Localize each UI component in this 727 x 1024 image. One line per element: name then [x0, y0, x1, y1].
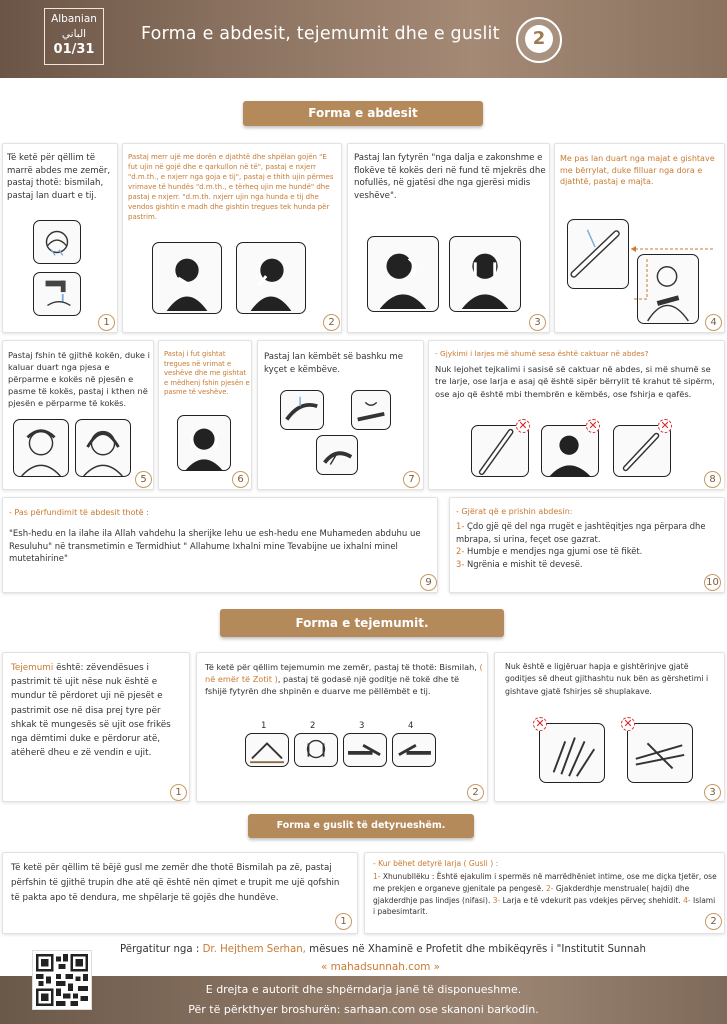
abdes-step-5-text: Pastaj fshin të gjithë kokën, duke i kaluar duart nga pjesa e përparme e kokës në pjesën e pasme të kokës, pastaj i kthen në pjesën e përparme të kokës.: [8, 350, 150, 408]
tejemum-card-2: [196, 652, 488, 802]
abdes-step-4-text: Me pas lan duart nga majat e gishtave me bërrylat, duke filluar nga dora e djathtë, pastaj e majta.: [560, 154, 715, 186]
washing-face-illustration: [367, 236, 439, 312]
interlaced-fingers-illustration: [627, 723, 693, 783]
abdes-step-3-text: Pastaj lan fytyrën "nga dalja e zakonshme e flokëve të kokës deri në fund të mjekrës dhe nofullës, në gjatësi dhe nga gjerësi midis veshëve".: [354, 153, 546, 201]
step-number-badge: 6: [232, 471, 249, 488]
abdes-step-9-text: "Esh-hedu en la ilahe ila Allah vahdehu la sherijke lehu ue esh-hedu ene Muhameden abduhu ue Resuluhu" në transmetimin e Termidhiut " Allahume Ixhalni mine Tevabijne ue ixhalni minel mutetahirine": [9, 529, 421, 565]
wiping-head-back-illustration: [75, 419, 131, 477]
forbidden-arm-illustration: [471, 425, 529, 477]
prepared-by-label: Përgatitur nga :: [120, 944, 200, 955]
washing-arm-illustration: [567, 219, 629, 289]
illus-number: 3: [359, 721, 365, 731]
page-title: Forma e abdesit, tejemumit dhe e guslit: [141, 24, 500, 44]
step-number-badge: 1: [170, 784, 187, 801]
forbidden-neck-illustration: [541, 425, 599, 477]
forbidden-x-icon: ✕: [533, 717, 547, 731]
washing-foot-illustration: [280, 390, 324, 430]
item-text: Ngrënia e mishit të devesë.: [467, 558, 583, 569]
illus-number: 4: [408, 721, 414, 731]
invalidators-list: [456, 520, 721, 570]
step-number-badge: 1: [335, 913, 352, 930]
abdes-step-9-card: [2, 497, 438, 593]
rinsing-nose-illustration: [236, 242, 306, 314]
forbidden-x-icon: ✕: [586, 419, 600, 433]
prepared-by-line: [120, 944, 720, 955]
forbidden-leg-illustration: [613, 425, 671, 477]
abdes-step-2-card: [122, 143, 342, 333]
rinsing-mouth-illustration: [152, 242, 222, 314]
tejemum-text-b: , pastaj të godasë një goditje në tokë dhe të fshijë fytyrën dhe shpinën e duarve me pëllëmbët e tij.: [205, 674, 460, 696]
invalidator-item: [456, 545, 721, 558]
step-number-badge: 9: [420, 574, 437, 591]
step-number-badge: 1: [98, 314, 115, 331]
washing-toes-illustration: [316, 435, 358, 475]
website-link[interactable]: « mahadsunnah.com »: [321, 961, 440, 973]
invalidator-item: [456, 558, 721, 571]
wiping-face-tejemum-illustration: [294, 733, 338, 767]
tejemum-definition: [11, 661, 187, 760]
wiping-ears-illustration: [177, 415, 231, 471]
section-heading-abdes: Forma e abdesit: [243, 101, 483, 126]
page-number: 2: [525, 25, 553, 53]
step-number-badge: 3: [529, 314, 546, 331]
tejemum-steps-text: [205, 661, 483, 697]
step-number-badge: 4: [705, 314, 722, 331]
step-number-badge: 7: [403, 471, 420, 488]
faucet-illustration: [33, 272, 81, 316]
item-number: 2-: [456, 546, 465, 557]
point-text: Xhunubllëku : Është ejakulim i spermës në marrëdhëniet intime, ose me diçka tjetër, ose me prekjen e organeve gjenitale pa pengesë.: [373, 872, 717, 893]
gusl-when-title: - Kur bëhet detyrë larja ( Gusli ) :: [373, 859, 499, 868]
gusl-card-2: [364, 852, 725, 934]
wiping-right-hand-illustration: [343, 733, 387, 767]
abdes-step-1-card: [2, 143, 118, 333]
abdes-step-7-card: [257, 340, 424, 490]
item-number: 3-: [456, 558, 465, 569]
abdes-step-8-card: [428, 340, 725, 490]
point-number: 2-: [545, 883, 554, 893]
abdes-step-10-card: [449, 497, 725, 593]
abdes-step-6-card: [158, 340, 252, 490]
tejemum-term: Tejemumi: [11, 663, 54, 673]
abdes-step-6-text: Pastaj i fut gishtat tregues në vrimat e veshëve dhe me gishtat e mëdhenj fshin pjesën e pasme të veshëve.: [164, 350, 250, 397]
abdes-step-8-text: Nuk lejohet tejkalimi i sasisë së caktuar në abdes, si më shumë se tre larje, ose larja e asaj që është sipër bërrylit të krahut të sipërm, ose ajo që është mbi thembrën e këmbës, ose fshirja e qafës.: [435, 364, 715, 399]
copyright-line: E drejta e autorit dhe shpërndarja janë të disponueshme.: [205, 983, 522, 996]
abdes-step-10-title: - Gjërat që e prishin abdesin:: [456, 507, 573, 516]
item-number: 1-: [456, 521, 465, 531]
step-number-badge: 2: [467, 784, 484, 801]
point-text: Islami i pabesimtarit.: [373, 895, 716, 917]
point-number: 1-: [373, 872, 381, 881]
illus-number: 2: [310, 721, 316, 731]
gusl-card-1: [2, 852, 358, 934]
step-number-badge: 2: [705, 913, 722, 930]
tejemum-warning-text: Nuk është e ligjëruar hapja e gishtërinjve gjatë goditjes së dheut gjithashtu nuk bën as gërshetimi i gishtave gjatë fshirjes së shuplakave.: [505, 662, 709, 696]
invalidator-item: [456, 520, 721, 545]
author-description: mësues në Xhaminë e Profetit dhe mbikëqyrës i "Institutit Sunnah: [309, 944, 646, 955]
tejemum-card-3: [494, 652, 725, 802]
washing-ankle-illustration: [351, 390, 391, 430]
abdes-step-8-title: - Gjykimi i larjes më shumë sesa është caktuar në abdes?: [435, 349, 649, 358]
abdes-step-4-card: [554, 143, 725, 333]
abdes-step-9-title: - Pas përfundimit të abdesit thotë :: [9, 508, 149, 517]
abdes-step-2-text: Pastaj merr ujë me dorën e djathtë dhe shpëlan gojën "E fut ujin në gojë dhe e qarkullon në të", pastaj e nxjerr "d.m.th., e nxjerr nga goja e tij", pastaj e thith ujin përmes vrimave të hundës "d.m.th., e tërheq ujin me hundë" dhe pastaj e nxjerr. "d.m.th. nxjerr ujin nga hunda e tij dhe vendos gishtin e madh dhe gishtin tregues tek hunda për pastrim.: [128, 153, 334, 221]
language-badge: [44, 8, 104, 65]
page-number-badge: [516, 17, 562, 63]
section-heading-tejemum: Forma e tejemumit.: [220, 609, 504, 637]
item-text: Humbje e mendjes nga gjumi ose të fikët.: [467, 546, 643, 557]
point-number: 4-: [683, 895, 691, 905]
hand-washing-illustration: [33, 220, 81, 264]
step-number-badge: 5: [135, 471, 152, 488]
tejemum-text-a: Të ketë për qëllim tejemumin me zemër, pastaj të thotë: Bismilah,: [205, 662, 477, 672]
forbidden-x-icon: ✕: [516, 419, 530, 433]
qr-code-icon[interactable]: [33, 951, 91, 1009]
abdes-step-3-card: [347, 143, 550, 333]
direction-arrows: [625, 239, 715, 309]
tejemum-paren: ( në emër të Zotit ): [205, 662, 483, 684]
abdes-step-1-text: Të ketë për qëllim të marrë abdes me zemër, pastaj thotë: bismilah, pastaj lan duart e tij.: [7, 153, 111, 201]
abdes-step-5-card: [2, 340, 154, 490]
gusl-method-text: Të ketë për qëllim të bëjë gusl me zemër dhe thotë Bismilah pa zë, pastaj përfshin të gjithë trupin dhe atë që është nën qimet e trupit me ujë qofshin të pakta apo të dendura, me shpëlarje të gojës dhe hundëve.: [11, 863, 340, 903]
badge-language: Albanian: [51, 13, 97, 25]
footer-banner: [0, 976, 727, 1024]
forbidden-x-icon: ✕: [621, 717, 635, 731]
abdes-step-7-text: Pastaj lan këmbët së bashku me kyçet e këmbëve.: [264, 352, 403, 375]
header-banner: [0, 0, 727, 78]
step-number-badge: 10: [704, 574, 721, 591]
striking-earth-illustration: [245, 733, 289, 767]
wiping-head-illustration: [13, 419, 69, 477]
wiping-left-hand-illustration: [392, 733, 436, 767]
translate-line: Për të përkthyer broshurën: sarhaan.com ose skanoni barkodin.: [188, 1003, 539, 1016]
point-number: 3-: [492, 895, 501, 905]
step-number-badge: 3: [704, 784, 721, 801]
illus-number: 1: [261, 721, 267, 731]
item-text: Çdo gjë që del nga rrugët e jashtëqitjes nga përpara dhe mbrapa, si urina, feçet ose gazrat.: [456, 521, 706, 544]
point-text: Larja e të vdekurit pas vdekjes përveç shehidit.: [502, 895, 681, 905]
forbidden-x-icon: ✕: [658, 419, 672, 433]
tejemum-definition-text: është: zëvendësues i pastrimit të ujit nëse nuk është e mundur të përdoret uji në pjesët e pastrimit ose në disa prej tyre për shkak të mungesës së ujit ose frikës nga dëmtimi duke e përdorur atë, atëherë dheu e zë vendin e ujit.: [11, 663, 171, 759]
section-heading-gusl: Forma e guslit të detyrueshëm.: [248, 814, 474, 838]
washing-face-illustration-2: [449, 236, 521, 312]
tejemum-card-1: [2, 652, 190, 802]
step-number-badge: 2: [323, 314, 340, 331]
badge-number: 01/31: [53, 42, 95, 57]
author-name: Dr. Hejthem Serhan,: [202, 944, 306, 955]
spread-fingers-illustration: [539, 723, 605, 783]
step-number-badge: 8: [704, 471, 721, 488]
badge-arabic: الباني: [61, 28, 87, 40]
gusl-when-text: [373, 871, 718, 918]
point-text: Gjakderdhje menstruale( hajdi) dhe gjakderdhje pas lindjes (nifasi).: [373, 883, 690, 905]
